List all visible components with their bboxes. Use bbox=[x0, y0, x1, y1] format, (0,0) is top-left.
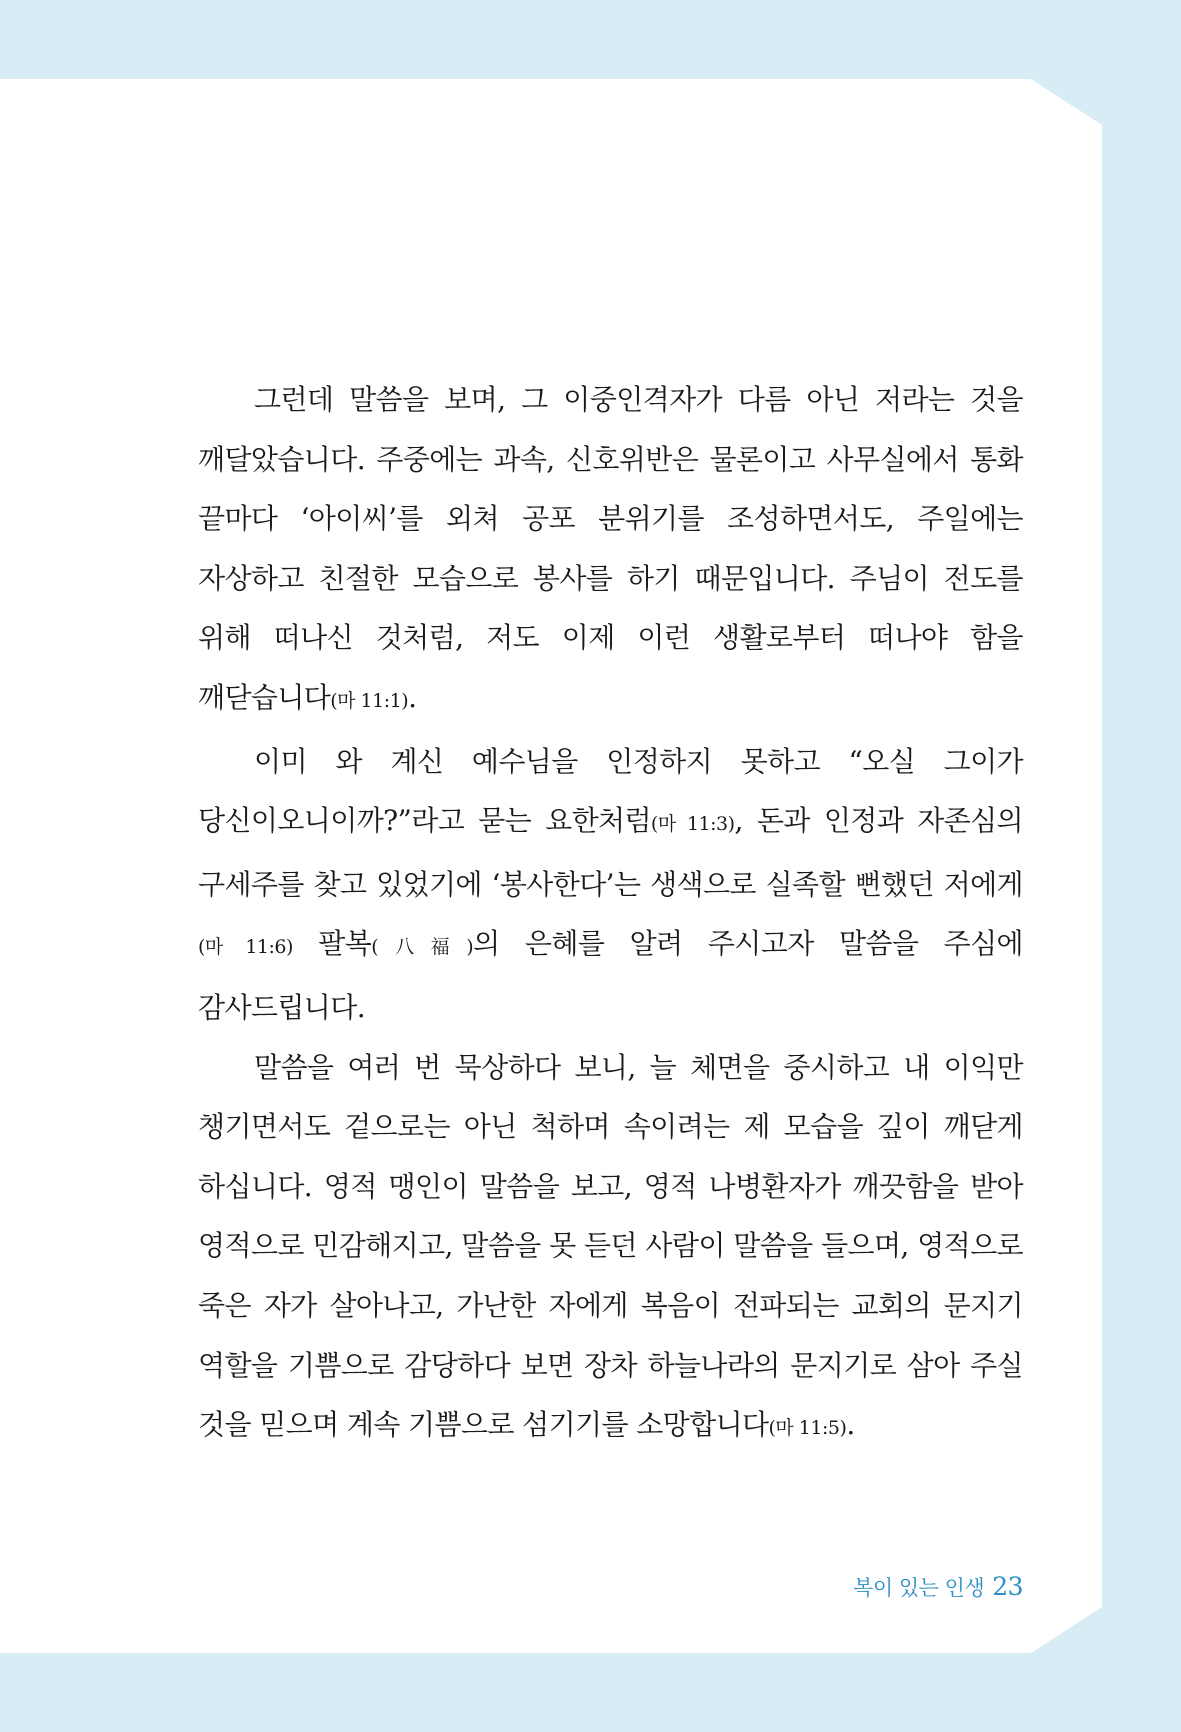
paragraph-text: . bbox=[846, 1408, 855, 1442]
paragraph-text: 팔복 bbox=[292, 927, 372, 961]
scripture-reference: (마 11:1) bbox=[330, 689, 409, 712]
body-text bbox=[198, 370, 1023, 1459]
paragraph-text: 이미 와 계신 예수님을 인정하지 못하고 “오실 그이가 당신이오니이까?”라고 묻는 요한처럼 bbox=[198, 744, 1023, 838]
paragraph-text: . bbox=[408, 680, 417, 714]
paragraph-3 bbox=[198, 1038, 1023, 1459]
running-title: 복이 있는 인생 bbox=[853, 1576, 985, 1600]
page-number: 23 bbox=[992, 1572, 1023, 1601]
page-footer bbox=[853, 1572, 1023, 1602]
scripture-reference: (마 11:5) bbox=[768, 1417, 847, 1440]
scripture-reference: (마 11:3) bbox=[650, 813, 735, 836]
hanja-annotation: (八福) bbox=[371, 936, 474, 959]
paragraph-text: 의 은혜를 알려 주시고자 말씀을 주심에 감사드립니다. bbox=[198, 927, 1024, 1024]
paragraph-text: , 돈과 인정과 자존심의 구세주를 찾고 있었기에 ‘봉사한다’는 생색으로 실족할 뻔했던 저에게 bbox=[198, 804, 1023, 901]
paragraph-text: 말씀을 여러 번 묵상하다 보니, 늘 체면을 중시하고 내 이익만 챙기면서도 겉으로는 아닌 척하며 속이려는 제 모습을 깊이 깨닫게 하십니다. 영적 맹인이 말씀을 보고, 영적 나병환자가 깨끗함을 받아 영적으로 민감해지고, 말씀을 못 듣던 사람이 말씀을 들으며, 영적으로 죽은 자가 살아나고, 가난한 자에게 복음이 전파되는 교회의 문지기 역할을 기쁨으로 감당하다 보면 장차 하늘나라의 문지기로 삼아 주실 것을 믿으며 계속 기쁨으로 섬기기를 소망합니다 bbox=[198, 1050, 1023, 1442]
scripture-reference: (마 11:6) bbox=[198, 936, 293, 959]
paragraph-1 bbox=[198, 370, 1023, 732]
paragraph-2 bbox=[198, 732, 1023, 1038]
paragraph-text: 그런데 말씀을 보며, 그 이중인격자가 다름 아닌 저라는 것을 깨달았습니다. 주중에는 과속, 신호위반은 물론이고 사무실에서 통화 끝마다 ‘아이씨’를 외쳐 공포 분위기를 조성하면서도, 주일에는 자상하고 친절한 모습으로 봉사를 하기 때문입니다. 주님이 전도를 위해 떠나신 것처럼, 저도 이제 이런 생활로부터 떠나야 함을 깨닫습니다 bbox=[198, 383, 1023, 714]
